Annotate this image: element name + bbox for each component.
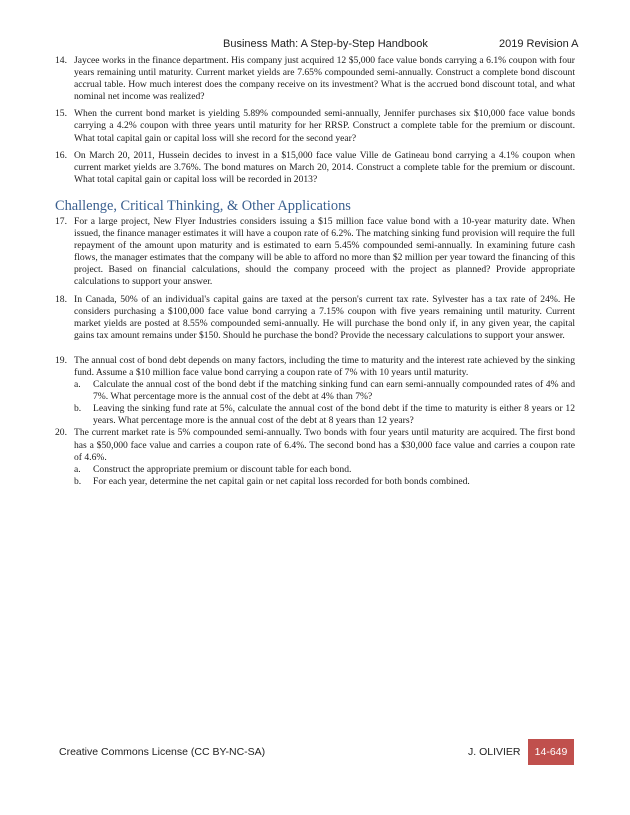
question-19-part-b — [74, 403, 575, 427]
section-heading: Challenge, Critical Thinking, & Other Applications — [55, 197, 351, 214]
page-header — [0, 38, 630, 52]
question-18 — [55, 294, 575, 342]
question-17 — [55, 216, 575, 289]
question-text: In Canada, 50% of an individual's capital gains are taxed at the person's current tax rate. Sylvester has a tax rate of 24%. He considers purchasing a $100,000 face value bond carrying a 7.15% coupon with five years remaining until maturity. Current market yields are posted at 8.55% compounded semi-annually. He will purchase the bond only if, in any given year, the capital gains tax amount remains under $150. Should he purchase the bond? Provide the necessary calculations to support your answer. — [74, 293, 575, 341]
part-text: Leaving the sinking fund rate at 5%, calculate the annual cost of the bond debt if the time to maturity is either 8 years or 12 years. What percentage more is the annual cost of the debt at 8 years than 12 years? — [93, 403, 575, 427]
author-name: J. OLIVIER — [468, 746, 521, 758]
part-label: b. — [74, 403, 82, 415]
revision-label: 2019 Revision A — [499, 38, 579, 50]
question-15 — [55, 108, 575, 144]
part-label: a. — [74, 463, 81, 475]
question-number: 17. — [55, 215, 67, 227]
part-label: a. — [74, 379, 81, 391]
question-19 — [55, 355, 575, 379]
question-text: The annual cost of bond debt depends on many factors, including the time to maturity and the interest rate achieved by the sinking fund. Assume a $10 million face value bond carrying a coupon rate of 7% with 10 years until maturity. — [74, 354, 575, 378]
page-content — [55, 55, 575, 488]
question-text: The current market rate is 5% compounded semi-annually. Two bonds with four years until maturity are acquired. The first bond has a $50,000 face value and carries a coupon rate of 6.4%. The second bond has a $30,000 face value and carries a coupon rate of 4.6%. — [74, 427, 575, 463]
question-16 — [55, 150, 575, 186]
question-text: When the current bond market is yielding 5.89% compounded semi-annually, Jennifer purchases six $10,000 face value bonds carrying a 4.2% coupon with three years until maturity for her RRSP. Construct a complete table for the premium or discount. What total capital gain or capital loss will she record for the second year? — [74, 108, 575, 144]
question-text: For a large project, New Flyer Industries considers issuing a $15 million face value bond with a 10-year maturity date. When issued, the finance manager estimates it will have a coupon rate of 6.2%. The matching sinking fund provision will require the full repayment of the amount upon maturity and is estimated to earn 5.45% compounded semi-annually. In examining future cash flows, the manager estimates that the company will be able to afford no more than $2 million per year toward the financing of this project. Based on financial calculations, should the company proceed with the project as planned? Provide appropriate calculations to support your answer. — [74, 215, 575, 288]
question-text: Jaycee works in the finance department. His company just acquired 12 $5,000 face value bonds carrying a 6.1% coupon with four years remaining until maturity. Current market yields are 7.65% compounded semi-annually. Construct a complete bond discount accrual table. How much interest does the company receive on its investment? What is the accrued bond discount total, and what nominal net income was realized? — [74, 55, 575, 103]
part-text: For each year, determine the net capital gain or net capital loss recorded for both bonds combined. — [93, 475, 470, 487]
question-number: 16. — [55, 149, 67, 161]
question-text: On March 20, 2011, Hussein decides to invest in a $15,000 face value Ville de Gatineau bond carrying a 4.1% coupon when current market yields are 3.76%. The bond matures on March 20, 2014. Construct a complete table for the premium or discount. What total capital gain or capital loss will be recorded in 2013? — [74, 149, 575, 185]
question-19-part-a — [74, 379, 575, 403]
part-text: Construct the appropriate premium or discount table for each bond. — [93, 463, 352, 475]
question-number: 20. — [55, 427, 67, 439]
question-14 — [55, 55, 575, 103]
part-text: Calculate the annual cost of the bond debt if the matching sinking fund can earn semi-annually compounded rates of 4% and 7%. What percentage more is the annual cost of the debt at 4% than 7%? — [93, 379, 575, 403]
question-number: 15. — [55, 108, 67, 120]
question-number: 18. — [55, 293, 67, 305]
part-label: b. — [74, 475, 82, 487]
page-footer — [0, 739, 630, 765]
book-title: Business Math: A Step-by-Step Handbook — [223, 38, 428, 50]
page-number-badge: 14-649 — [528, 739, 574, 765]
question-20-part-b — [74, 476, 575, 488]
question-number: 14. — [55, 55, 67, 66]
question-20-part-a — [74, 464, 575, 476]
question-number: 19. — [55, 354, 67, 366]
question-20 — [55, 427, 575, 463]
license-text: Creative Commons License (CC BY-NC-SA) — [59, 746, 266, 758]
